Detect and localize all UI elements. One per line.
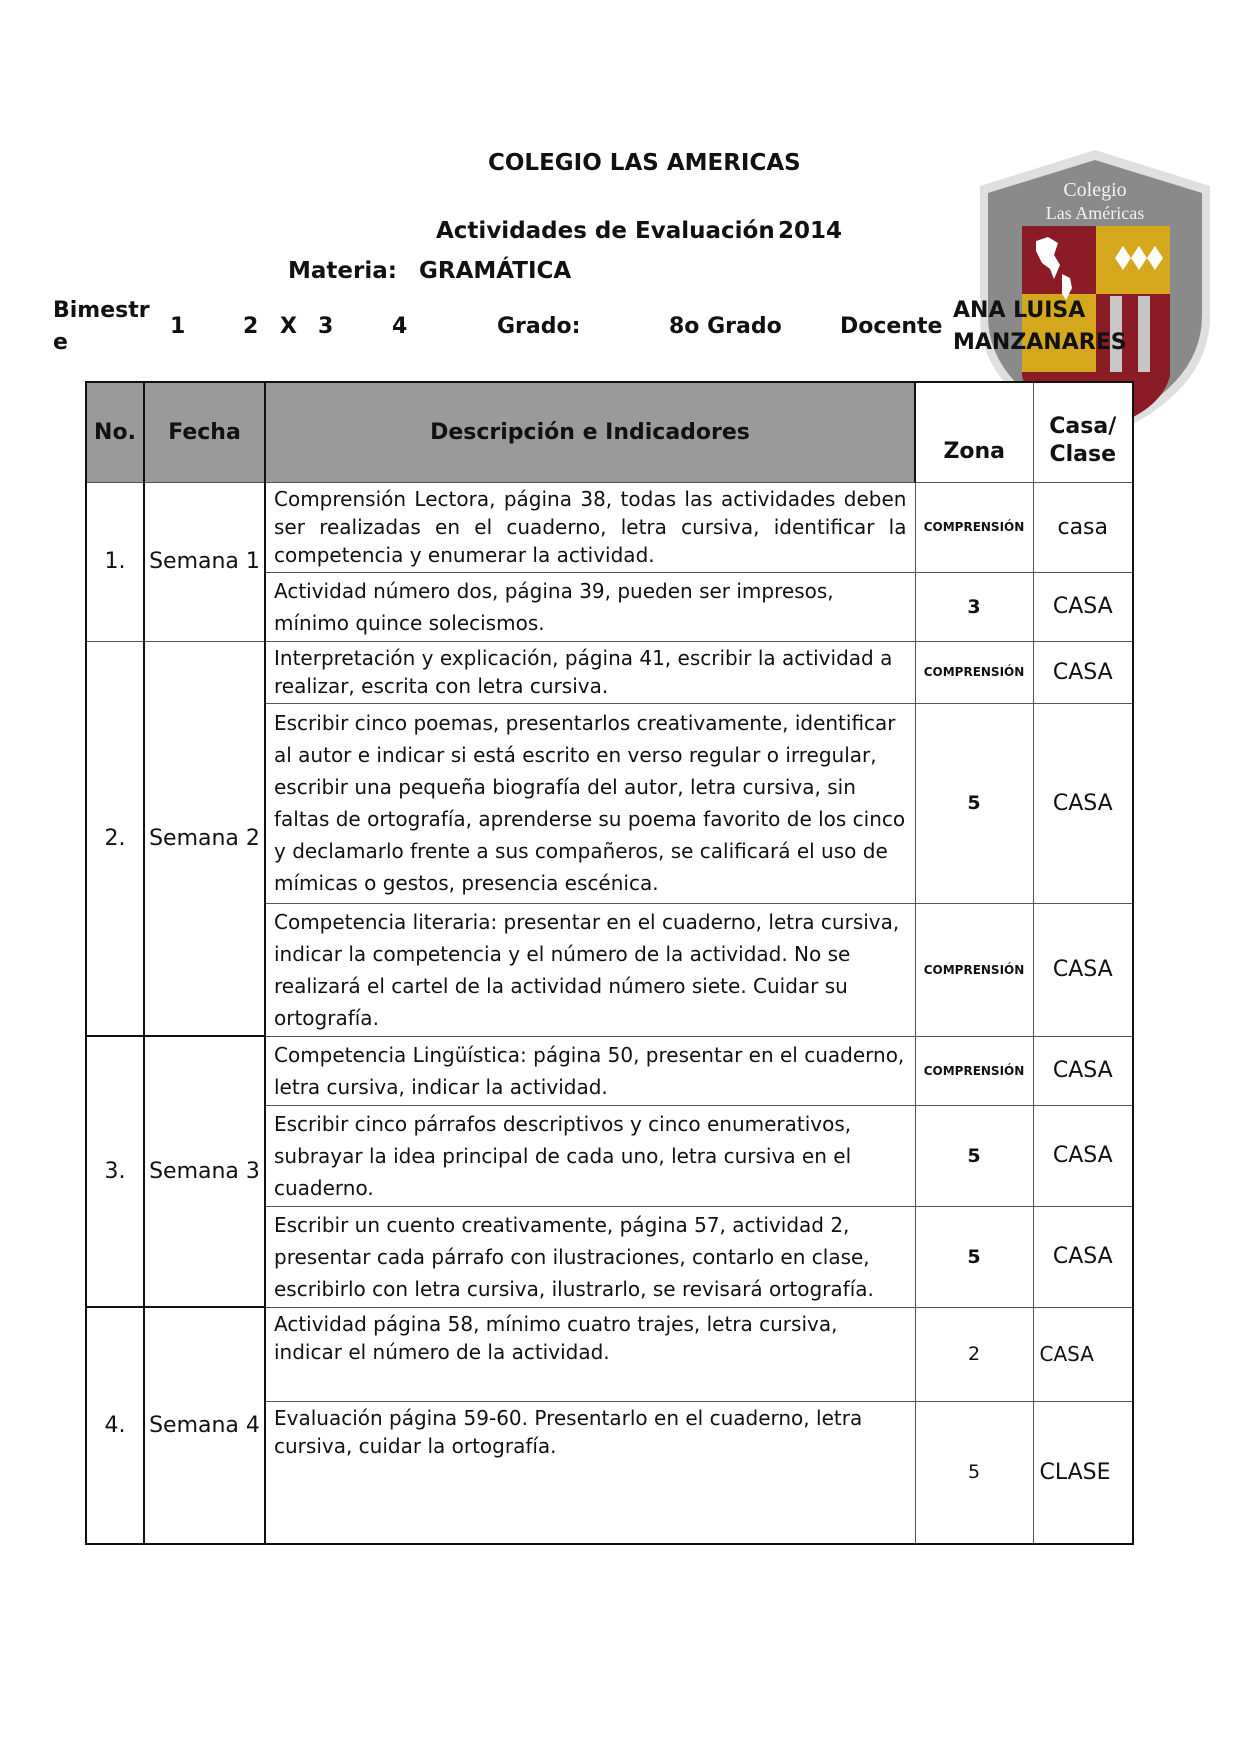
bimestre-option-3: 3	[318, 314, 334, 339]
week-number: 4.	[86, 1307, 144, 1544]
activity-casa-clase: CASA	[1033, 903, 1133, 1036]
activities-title: Actividades de Evaluación	[436, 218, 775, 244]
header-descripcion: Descripción e Indicadores	[265, 382, 915, 482]
week-date: Semana 1	[144, 482, 265, 641]
materia-label: Materia:	[288, 258, 397, 284]
header-casa-clase	[1033, 382, 1133, 482]
docente-name-line1: ANA LUISA	[953, 298, 1086, 323]
activity-description: Comprensión Lectora, página 38, todas las actividades deben ser realizadas en el cuaderno, letra cursiva, identificar la competencia y enumerar la actividad.	[265, 482, 915, 572]
week-date: Semana 2	[144, 641, 265, 1036]
grado-value: 8o Grado	[669, 314, 782, 339]
activity-casa-clase: CASA	[1033, 703, 1133, 903]
docente-label: Docente	[840, 314, 943, 339]
grado-label: Grado:	[497, 314, 581, 339]
week-number: 1.	[86, 482, 144, 641]
activity-description: Escribir cinco poemas, presentarlos creativamente, identificar al autor e indicar si está escrito en verso regular o irregular, escribir una pequeña biografía del autor, letra cursiva, sin faltas de ortografía, aprenderse su poema favorito de los cinco y declamarlo frente a sus compañeros, se calificará el uso de mímicas o gestos, presencia escénica.	[265, 703, 915, 903]
activities-year: 2014	[778, 218, 843, 244]
activity-description: Actividad número dos, página 39, pueden ser impresos, mínimo quince solecismos.	[265, 572, 915, 641]
table-row	[86, 482, 1133, 572]
logo-text-las-americas: Las Américas	[1045, 203, 1145, 223]
header-casa-line2: Clase	[1049, 442, 1117, 468]
table-row	[86, 1036, 1133, 1105]
activity-description: Actividad página 58, mínimo cuatro trajes, letra cursiva, indicar el número de la actividad.	[265, 1307, 915, 1401]
week-number: 3.	[86, 1036, 144, 1307]
activity-casa-clase: CASA	[1033, 641, 1133, 703]
activity-zona: COMPRENSIÓN	[915, 482, 1033, 572]
table-row	[86, 641, 1133, 703]
activity-description: Competencia literaria: presentar en el cuaderno, letra cursiva, indicar la competencia y el número de la actividad. No se realizará el cartel de la actividad número siete. Cuidar su ortografía.	[265, 903, 915, 1036]
docente-name-line2: MANZANARES	[953, 330, 1127, 355]
activity-description: Interpretación y explicación, página 41, escribir la actividad a realizar, escrita con letra cursiva.	[265, 641, 915, 703]
bimestre-selected-mark: X	[280, 314, 297, 339]
activity-zona: 5	[915, 1105, 1033, 1206]
activity-casa-clase: CASA	[1033, 1206, 1133, 1307]
bimestre-option-2: 2	[243, 314, 259, 339]
header-zona: Zona	[915, 382, 1033, 482]
activity-casa-clase: CLASE	[1033, 1401, 1133, 1544]
table-header-row	[86, 382, 1133, 482]
week-number: 2.	[86, 641, 144, 1036]
activity-zona: 3	[915, 572, 1033, 641]
activity-zona: 5	[915, 1401, 1033, 1544]
school-name: COLEGIO LAS AMERICAS	[488, 150, 801, 176]
header-no: No.	[86, 382, 144, 482]
activity-description: Evaluación página 59-60. Presentarlo en el cuaderno, letra cursiva, cuidar la ortografía.	[265, 1401, 915, 1544]
activity-description: Competencia Lingüística: página 50, presentar en el cuaderno, letra cursiva, indicar la actividad.	[265, 1036, 915, 1105]
header-casa-line1: Casa/	[1049, 414, 1117, 440]
activity-zona: 5	[915, 1206, 1033, 1307]
logo-text-colegio: Colegio	[1063, 179, 1127, 201]
activity-zona: 5	[915, 703, 1033, 903]
activity-casa-clase: casa	[1033, 482, 1133, 572]
activity-casa-clase: CASA	[1033, 1036, 1133, 1105]
activities-table	[85, 381, 1134, 1545]
bimestre-option-4: 4	[392, 314, 408, 339]
activity-zona: 2	[915, 1307, 1033, 1401]
bimestre-label-line1: Bimestr	[53, 298, 150, 323]
activity-zona: COMPRENSIÓN	[915, 1036, 1033, 1105]
activity-casa-clase: CASA	[1033, 1105, 1133, 1206]
activity-zona: COMPRENSIÓN	[915, 641, 1033, 703]
activity-casa-clase: CASA	[1033, 572, 1133, 641]
table-row	[86, 1307, 1133, 1401]
week-date: Semana 4	[144, 1307, 265, 1544]
bimestre-label-line2: e	[53, 330, 68, 355]
bimestre-option-1: 1	[170, 314, 186, 339]
header-fecha: Fecha	[144, 382, 265, 482]
activity-casa-clase: CASA	[1033, 1307, 1133, 1401]
materia-value: GRAMÁTICA	[419, 258, 572, 284]
activity-description: Escribir un cuento creativamente, página 57, actividad 2, presentar cada párrafo con ilustraciones, contarlo en clase, escribirlo con letra cursiva, ilustrarlo, se revisará ortografía.	[265, 1206, 915, 1307]
activity-description: Escribir cinco párrafos descriptivos y cinco enumerativos, subrayar la idea principal de cada uno, letra cursiva en el cuaderno.	[265, 1105, 915, 1206]
activity-zona: COMPRENSIÓN	[915, 903, 1033, 1036]
week-date: Semana 3	[144, 1036, 265, 1307]
